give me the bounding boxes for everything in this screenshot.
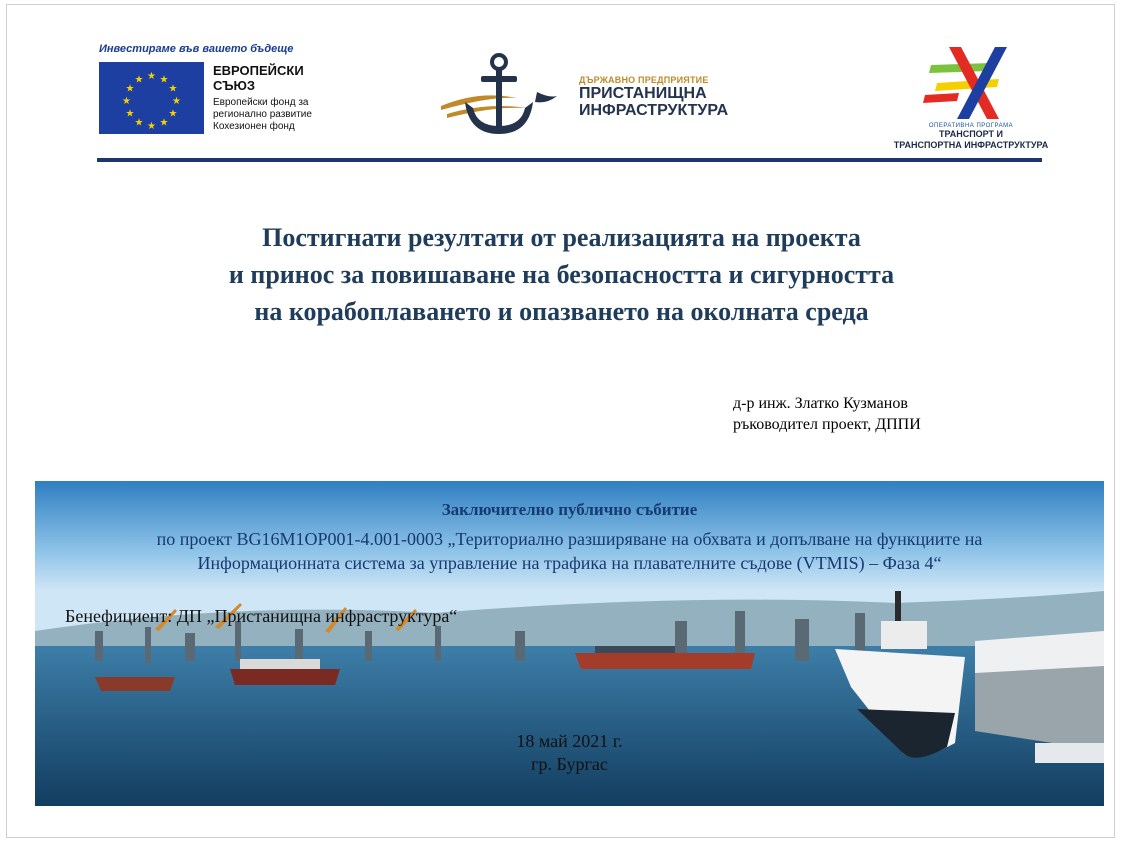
author-role: ръководител проект, ДППИ xyxy=(733,416,921,433)
harbour-banner xyxy=(35,481,1104,806)
slide-title xyxy=(7,219,1116,330)
op-small: ОПЕРАТИВНА ПРОГРАМА xyxy=(928,123,1014,129)
eu-stars xyxy=(99,62,204,134)
dppi-line2: ИНФРАСТРУКТУРА xyxy=(579,102,729,119)
eu-fund-line1: Европейски фонд за xyxy=(213,97,309,108)
eu-slogan: Инвестираме във вашето бъдеще xyxy=(99,43,294,55)
op-text xyxy=(887,123,1055,151)
eu-flag-icon xyxy=(99,62,204,134)
svg-text:★: ★ xyxy=(147,71,156,82)
author-block xyxy=(733,393,921,435)
eu-text xyxy=(213,63,312,133)
eu-union-line1: ЕВРОПЕЙСКИ xyxy=(213,63,304,78)
svg-text:★: ★ xyxy=(147,121,156,132)
svg-text:★: ★ xyxy=(134,117,144,129)
op-transport-icon xyxy=(919,43,1029,123)
svg-text:★: ★ xyxy=(159,74,169,86)
title-line2: и принос за повишаване на безопасността и сигурността xyxy=(228,260,895,289)
eu-fund-line3: Кохезионен фонд xyxy=(213,121,295,132)
beneficiary: Бенефициент: ДП „Пристанищна инфраструктура“ xyxy=(65,606,458,626)
event-date: 18 май 2021 г. xyxy=(516,731,623,751)
anchor-icon xyxy=(439,52,559,140)
svg-text:★: ★ xyxy=(159,117,169,129)
dppi-text xyxy=(579,75,728,119)
eu-union-line2: СЪЮЗ xyxy=(213,78,256,93)
title-line1: Постигнати резултати от реализацията на проекта xyxy=(262,223,861,252)
op-line1: ТРАНСПОРТ И xyxy=(938,129,1004,139)
svg-text:★: ★ xyxy=(134,74,144,86)
eu-fund-line2: регионално развитие xyxy=(213,109,312,120)
header-divider xyxy=(97,158,1042,162)
project-line1: по проект BG16M1OP001-4.001-0003 „Териториално разширяване на обхвата и допълване на функциите на xyxy=(156,529,983,549)
dppi-line1: ПРИСТАНИЩНА xyxy=(579,85,707,102)
slide xyxy=(6,4,1115,838)
event-date-place xyxy=(35,730,1104,776)
svg-text:★: ★ xyxy=(172,96,181,107)
svg-text:★: ★ xyxy=(168,83,178,95)
svg-text:★: ★ xyxy=(122,96,131,107)
svg-text:★: ★ xyxy=(125,83,135,95)
svg-text:★: ★ xyxy=(168,108,178,120)
svg-text:★: ★ xyxy=(125,108,135,120)
event-title: Заключително публично събитие xyxy=(441,500,698,519)
op-line2: ТРАНСПОРТНА ИНФРАСТРУКТУРА xyxy=(893,140,1049,150)
project-line2: Информационната система за управление на трафика на плавателните съдове (VTMIS) – Фаза 4“ xyxy=(197,553,942,573)
title-line3: на корабоплаването и опазването на околната среда xyxy=(254,297,869,326)
dppi-top: ДЪРЖАВНО ПРЕДПРИЯТИЕ xyxy=(579,75,709,85)
eu-fund-text xyxy=(213,97,312,133)
project-description xyxy=(35,527,1104,575)
event-place: гр. Бургас xyxy=(531,754,608,774)
author-name: д-р инж. Златко Кузманов xyxy=(733,395,908,412)
